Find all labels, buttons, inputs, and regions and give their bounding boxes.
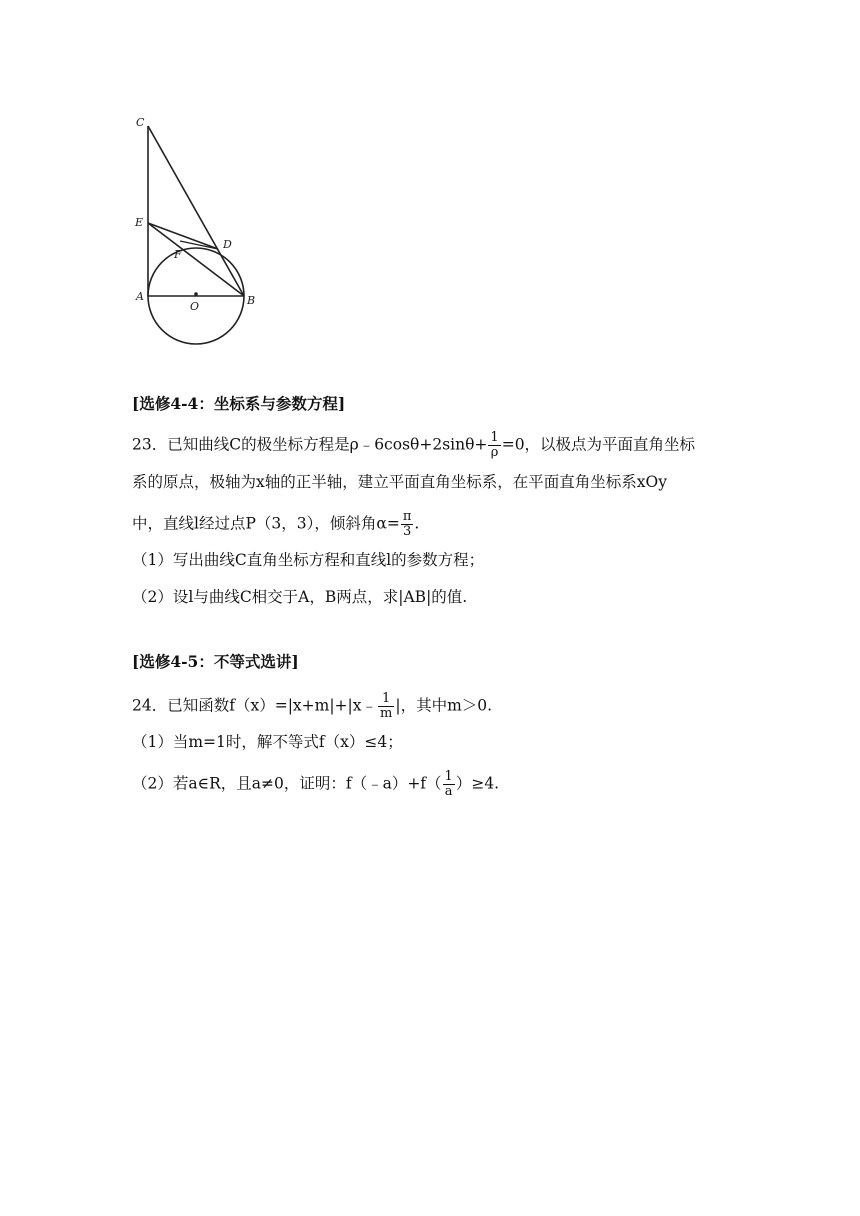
section-title-4-4: [选修4-4：坐标系与参数方程] <box>132 394 346 413</box>
q24-part2-num: 1 <box>444 769 453 784</box>
alpha-num: π <box>402 509 412 524</box>
question-24-line-1 <box>132 692 492 721</box>
question-24-part-2 <box>132 770 499 799</box>
q24-part2-den: a <box>444 784 453 799</box>
label-c: C <box>136 116 145 129</box>
section-title-4-5: [选修4-5：不等式选讲] <box>132 652 299 671</box>
label-d: D <box>223 238 232 251</box>
point-o <box>194 292 198 296</box>
q24-frac-den: m <box>380 706 393 721</box>
q24-part2-post: ）≥4. <box>455 774 500 793</box>
question-23-line-2: 系的原点，极轴为x轴的正半轴，建立平面直角坐标系，在平面直角坐标系xOy <box>132 473 667 491</box>
question-23-line-1 <box>132 431 695 460</box>
label-o: O <box>190 300 200 313</box>
q23-line3-pre: 中，直线l经过点P（3，3），倾斜角α= <box>132 514 400 533</box>
question-23-part-1: （1）写出曲线C直角坐标方程和直线l的参数方程； <box>132 551 485 569</box>
line-cb <box>148 126 244 296</box>
q23-frac-den: ρ <box>490 445 499 460</box>
alpha-den: 3 <box>402 524 412 539</box>
q24-frac-num: 1 <box>378 692 394 707</box>
q23-fraction <box>488 431 500 460</box>
q24-fraction <box>378 692 394 721</box>
label-e: E <box>135 216 144 229</box>
question-24-part-1: （1）当m=1时，解不等式f（x）≤4； <box>132 733 403 751</box>
q24-text-post: |，其中m＞0. <box>395 696 493 715</box>
question-23-line-3 <box>132 510 419 539</box>
question-23-part-2: （2）设l与曲线C相交于A，B两点，求|AB|的值. <box>132 588 468 606</box>
line-eb <box>148 223 244 296</box>
alpha-fraction <box>401 510 414 539</box>
q23-text-pre: 23．已知曲线C的极坐标方程是ρ﹣6cosθ+2sinθ+ <box>132 435 488 454</box>
label-b: B <box>247 294 256 307</box>
q23-text-post: =0，以极点为平面直角坐标 <box>501 435 696 454</box>
q23-line3-post: . <box>414 514 420 533</box>
geometry-figure <box>128 108 268 348</box>
label-a: A <box>136 290 144 303</box>
line-ed <box>148 223 218 249</box>
q24-part2-pre: （2）若a∈R，且a≠0，证明：f（﹣a）+f（ <box>132 774 442 793</box>
q24-text-pre: 24．已知函数f（x）=|x+m|+|x﹣ <box>132 696 378 715</box>
circle-tangent-diagram <box>128 108 268 348</box>
label-f: F <box>174 248 182 261</box>
q24-part2-fraction <box>443 770 455 799</box>
q23-frac-num: 1 <box>490 430 499 445</box>
